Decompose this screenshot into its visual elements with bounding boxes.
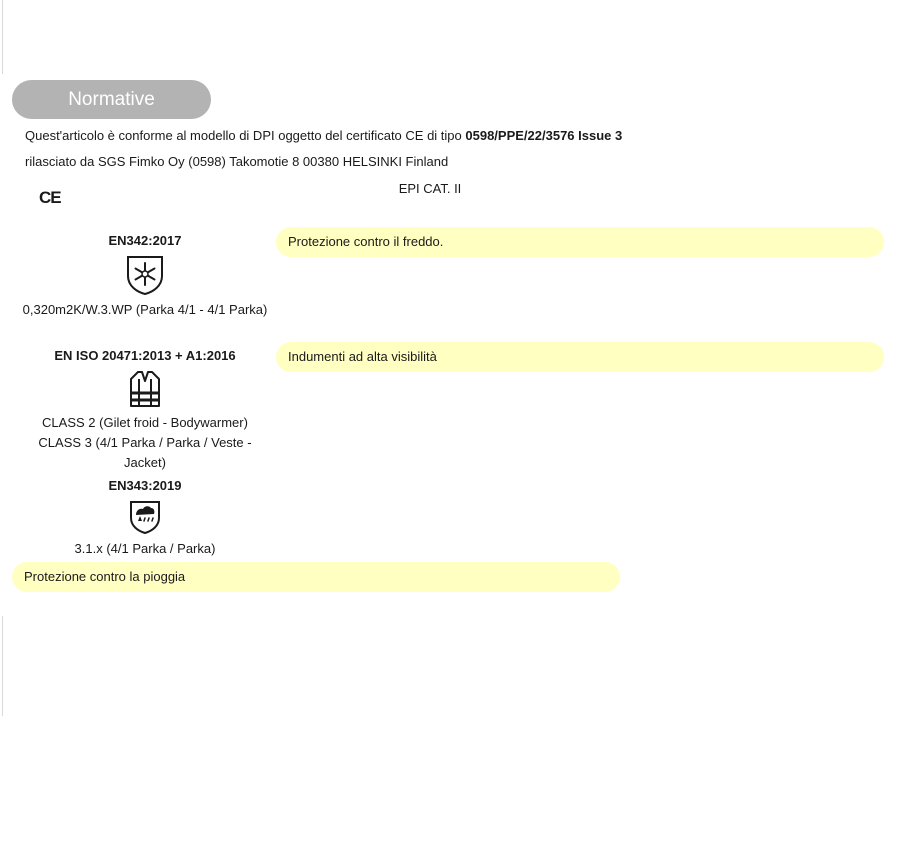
standard-en342 [14,233,276,320]
certificate-text: Quest'articolo è conforme al modello di DPI oggetto del certificato CE di tipo [25,128,466,143]
epi-category: EPI CAT. II [398,181,462,196]
high-visibility-vest-icon [128,369,162,409]
rain-shield-icon [128,499,162,535]
standard-description-line: CLASS 2 (Gilet froid - Bodywarmer) [42,415,248,430]
left-edge-line [2,616,3,716]
snowflake-shield-icon [125,254,165,296]
standard-en-iso-20471 [14,348,276,473]
standard-description-line: CLASS 3 (4/1 Parka / Parka / Veste - [38,435,252,450]
standard-description: 3.1.x (4/1 Parka / Parka) [74,541,216,556]
note-high-visibility: Indumenti ad alta visibilità [276,342,884,372]
section-title: Normative [12,80,211,119]
standard-description: 0,320m2K/W.3.WP (Parka 4/1 - 4/1 Parka) [22,302,268,317]
certificate-number: 0598/PPE/22/3576 Issue 3 [465,128,623,143]
certificate-line-1 [25,128,622,143]
left-edge-line [2,0,3,74]
standard-title: EN ISO 20471:2013 + A1:2016 [54,348,236,363]
standard-title: EN343:2019 [108,478,182,493]
ce-mark-logo: CE [39,188,61,207]
standard-description-line: Jacket) [124,455,166,470]
standard-title: EN342:2017 [108,233,182,248]
note-cold-protection: Protezione contro il freddo. [276,227,884,257]
standard-en343 [14,478,276,559]
note-rain-protection: Protezione contro la pioggia [12,562,620,592]
certificate-line-2: rilasciato da SGS Fimko Oy (0598) Takomotie 8 00380 HELSINKI Finland [25,154,449,169]
